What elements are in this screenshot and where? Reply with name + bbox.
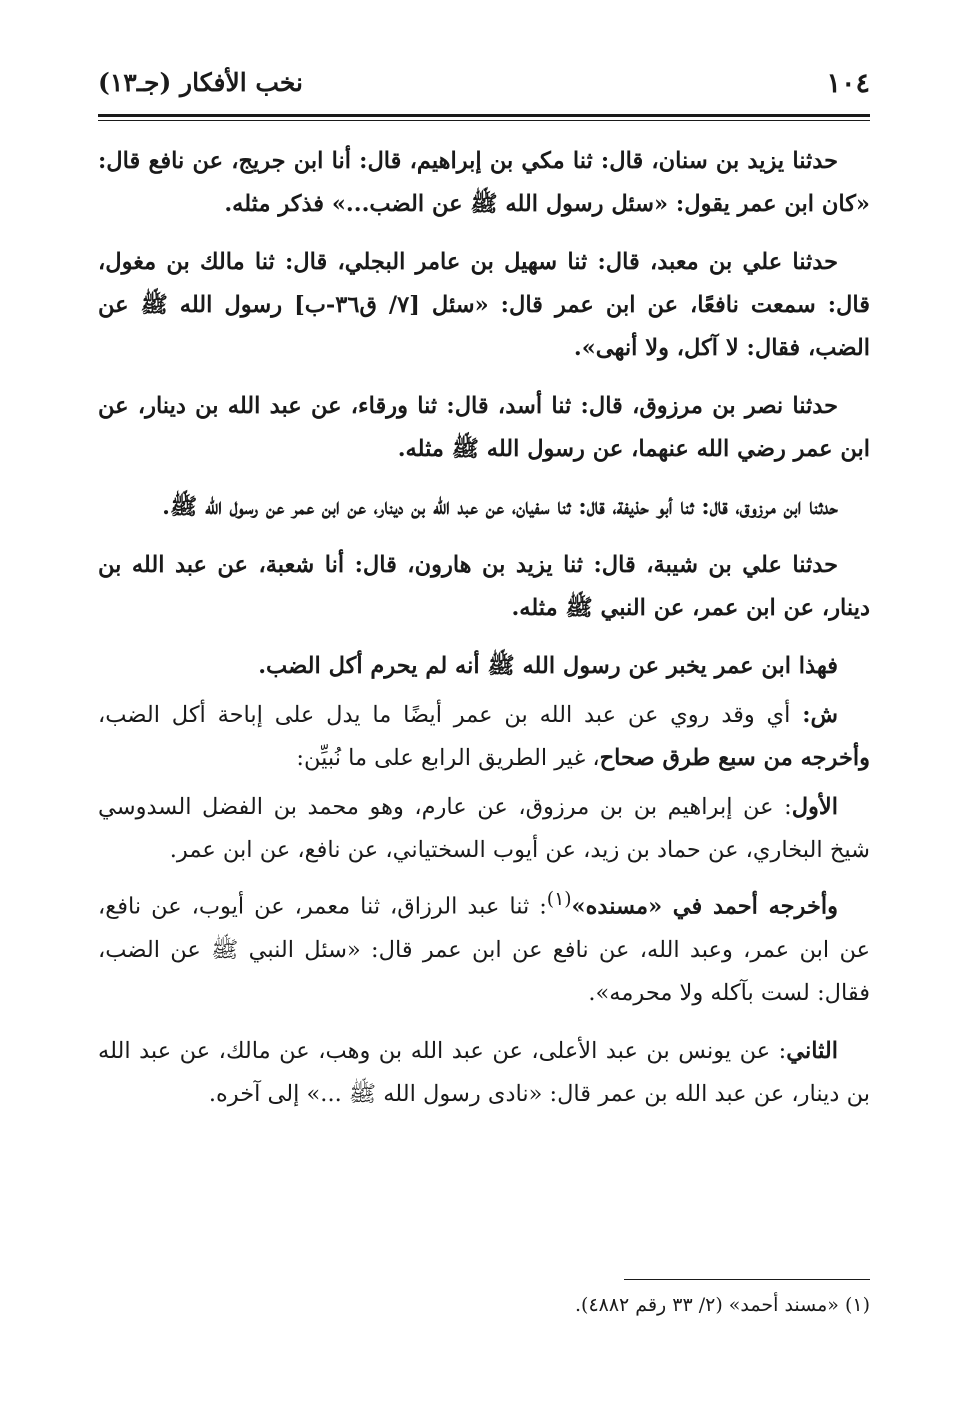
first-chain-label: الأول bbox=[791, 794, 838, 820]
second-chain-text: : عن يونس بن عبد الأعلى، عن عبد الله بن وهب، عن مالك، عن عبد الله بن دينار، عن عبد الله بن عمر قال: «نادى رسول الله ﷺ ...» إلى آخره. bbox=[98, 1037, 870, 1107]
commentary-text-1: أي وقد روي عن عبد الله بن عمر أيضًا ما يدل على إباحة أكل الضب، bbox=[98, 702, 803, 728]
commentary-bold-text: وأخرجه من سبع طرق صحاح bbox=[599, 745, 870, 771]
hadith-paragraph-3: حدثنا نصر بن مرزوق، قال: ثنا أسد، قال: ثنا ورقاء، عن عبد الله بن دينار، عن ابن عمر رضي الله عنهما، عن رسول الله ﷺ مثله. bbox=[98, 393, 870, 462]
footnote-separator bbox=[624, 1279, 870, 1280]
conclusion-paragraph: فهذا ابن عمر يخبر عن رسول الله ﷺ أنه لم يحرم أكل الضب. bbox=[258, 653, 838, 679]
ahmad-text: : ثنا عبد الرزاق، ثنا معمر، عن أيوب، عن نافع، عن ابن عمر، وعبد الله، عن نافع عن ابن عمر قال: «سئل النبي ﷺ عن الضب، فقال: لست بآكله ولا محرمه». bbox=[98, 893, 870, 1006]
page-number: ١٠٤ bbox=[826, 68, 870, 99]
book-title: نخب الأفكار (جـ١٣) bbox=[98, 68, 304, 97]
commentary-label: ش: bbox=[802, 702, 838, 728]
main-text bbox=[98, 140, 870, 1131]
first-chain-text: : عن إبراهيم بن بن مرزوق، عن عارم، وهو محمد بن الفضل السدوسي شيخ البخاري، عن حماد بن زيد، عن أيوب السختياني، عن نافع، عن ابن عمر. bbox=[98, 794, 870, 863]
second-chain-paragraph bbox=[98, 1030, 870, 1116]
header-rule-thin bbox=[98, 120, 870, 121]
hadith-paragraph-1: حدثنا يزيد بن سنان، قال: ثنا مكي بن إبراهيم، قال: أنا ابن جريج، عن نافع قال: «كان ابن عمر يقول: «سئل رسول الله ﷺ عن الضب...» فذكر مثله. bbox=[98, 148, 870, 217]
hadith-paragraph-4: حدثنا ابن مرزوق، قال: ثنا أبو حذيفة، قال: ثنا سفيان، عن عبد الله بن دينار، عن ابن عمر عن رسول الله ﷺ. bbox=[162, 494, 838, 520]
hadith-paragraph-5: حدثنا علي بن شيبة، قال: ثنا يزيد بن هارون، قال: أنا شعبة، عن عبد الله بن دينار، عن ابن عمر، عن النبي ﷺ مثله. bbox=[98, 552, 870, 621]
commentary-paragraph bbox=[98, 694, 870, 780]
ahmad-paragraph bbox=[98, 878, 870, 1015]
commentary-text-2: ، غير الطريق الرابع على ما نُبيِّن: bbox=[296, 745, 600, 771]
running-head bbox=[98, 66, 870, 112]
ahmad-bold-text: وأخرجه أحمد في «مسنده» bbox=[571, 893, 838, 920]
footnote-ref-1: (١) bbox=[546, 889, 572, 910]
second-chain-label: الثاني bbox=[786, 1037, 838, 1064]
footnote-1: (١) «مسند أحمد» (٢/ ٣٣ رقم ٤٨٨٢). bbox=[574, 1294, 870, 1316]
first-chain-paragraph bbox=[98, 786, 870, 872]
header-rule-thick bbox=[98, 114, 870, 117]
hadith-paragraph-2: حدثنا علي بن معبد، قال: ثنا سهيل بن عامر البجلي، قال: ثنا مالك بن مغول، قال: سمعت نافعًا، عن ابن عمر قال: «سئل [٧/ ق٣٦-ب] رسول الله ﷺ عن الضب، فقال: لا آكل، ولا أنهى». bbox=[98, 249, 871, 361]
